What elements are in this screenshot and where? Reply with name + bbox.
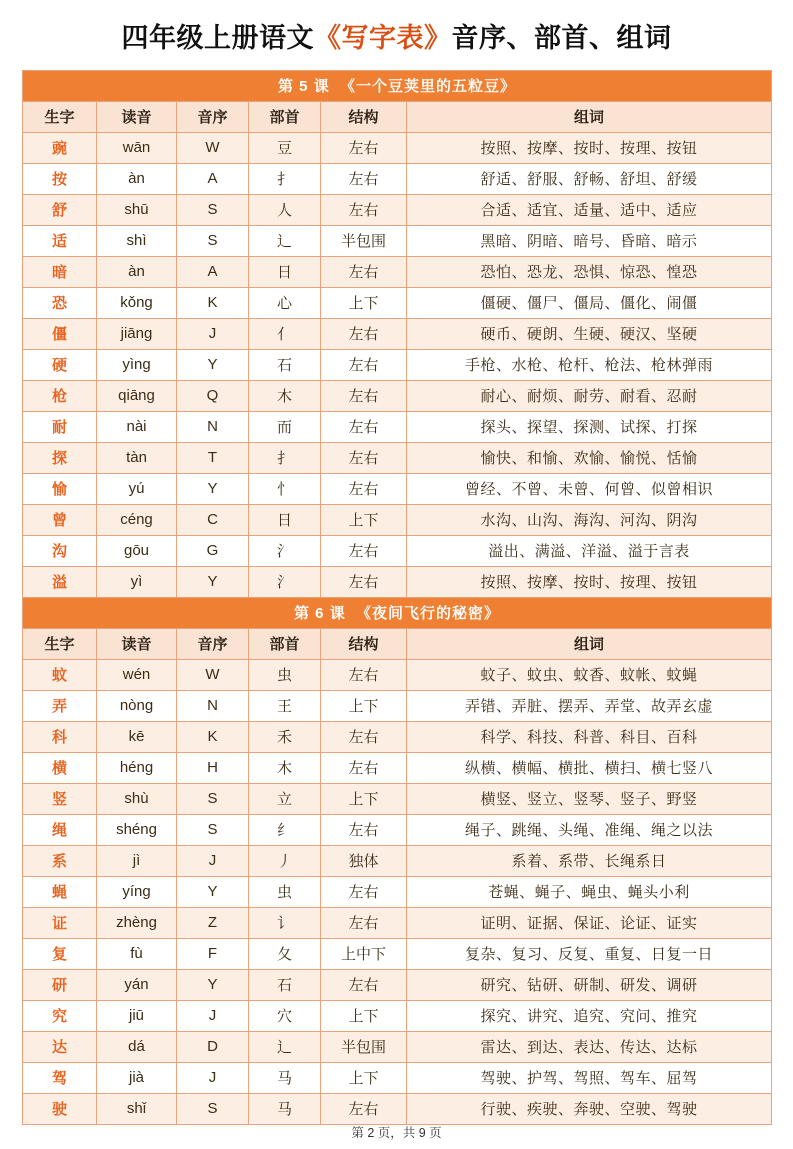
- lesson-header-cell: [23, 597, 772, 628]
- cell-zuci: 绳子、跳绳、头绳、准绳、绳之以法: [407, 814, 772, 845]
- cell-shengzi: 竖: [23, 783, 97, 814]
- column-header-shengzi: 生字: [23, 101, 97, 132]
- cell-jiegou: 左右: [321, 566, 407, 597]
- column-header-yinxu: 音序: [177, 628, 249, 659]
- cell-shengzi: 适: [23, 225, 97, 256]
- table-row: [23, 566, 772, 597]
- cell-zuci: 恐怕、恐龙、恐惧、惊恐、惶恐: [407, 256, 772, 287]
- cell-yinxu: N: [177, 690, 249, 721]
- table-row: [23, 318, 772, 349]
- cell-yinxu: Y: [177, 566, 249, 597]
- cell-zuci: 复杂、复习、反复、重复、日复一日: [407, 938, 772, 969]
- cell-duyin: tàn: [97, 442, 177, 473]
- cell-duyin: nòng: [97, 690, 177, 721]
- table-row: [23, 442, 772, 473]
- cell-bushou: 虫: [249, 659, 321, 690]
- cell-yinxu: N: [177, 411, 249, 442]
- cell-yinxu: W: [177, 132, 249, 163]
- cell-duyin: jiāng: [97, 318, 177, 349]
- cell-shengzi: 耐: [23, 411, 97, 442]
- cell-jiegou: 上下: [321, 1000, 407, 1031]
- cell-zuci: 曾经、不曾、未曾、何曾、似曾相识: [407, 473, 772, 504]
- cell-jiegou: 半包围: [321, 1031, 407, 1062]
- column-header-duyin: 读音: [97, 628, 177, 659]
- cell-bushou: 石: [249, 349, 321, 380]
- cell-jiegou: 左右: [321, 194, 407, 225]
- cell-jiegou: 左右: [321, 411, 407, 442]
- cell-zuci: 溢出、满溢、洋溢、溢于言表: [407, 535, 772, 566]
- table-row: [23, 287, 772, 318]
- column-header-yinxu: 音序: [177, 101, 249, 132]
- cell-duyin: shū: [97, 194, 177, 225]
- table-row: [23, 1031, 772, 1062]
- cell-duyin: yán: [97, 969, 177, 1000]
- cell-jiegou: 左右: [321, 752, 407, 783]
- cell-yinxu: G: [177, 535, 249, 566]
- cell-duyin: jì: [97, 845, 177, 876]
- cell-yinxu: S: [177, 1093, 249, 1124]
- cell-zuci: 按照、按摩、按时、按理、按钮: [407, 132, 772, 163]
- cell-jiegou: 上中下: [321, 938, 407, 969]
- cell-duyin: yìng: [97, 349, 177, 380]
- cell-duyin: fù: [97, 938, 177, 969]
- title-suffix: 音序、部首、组词: [451, 23, 672, 53]
- cell-bushou: 心: [249, 287, 321, 318]
- table-row: [23, 163, 772, 194]
- table-row: [23, 814, 772, 845]
- cell-zuci: 硬币、硬朗、生硬、硬汉、坚硬: [407, 318, 772, 349]
- cell-duyin: héng: [97, 752, 177, 783]
- cell-yinxu: T: [177, 442, 249, 473]
- cell-bushou: 忄: [249, 473, 321, 504]
- cell-shengzi: 驾: [23, 1062, 97, 1093]
- table-row: [23, 194, 772, 225]
- cell-duyin: nài: [97, 411, 177, 442]
- cell-yinxu: Y: [177, 876, 249, 907]
- cell-yinxu: Y: [177, 969, 249, 1000]
- cell-yinxu: Y: [177, 473, 249, 504]
- table-row: [23, 132, 772, 163]
- column-header-zuci: 组词: [407, 628, 772, 659]
- cell-zuci: 苍蝇、蝇子、蝇虫、蝇头小利: [407, 876, 772, 907]
- table-row: [23, 535, 772, 566]
- cell-jiegou: 左右: [321, 349, 407, 380]
- cell-shengzi: 舒: [23, 194, 97, 225]
- cell-yinxu: S: [177, 814, 249, 845]
- cell-shengzi: 按: [23, 163, 97, 194]
- cell-shengzi: 复: [23, 938, 97, 969]
- cell-duyin: jià: [97, 1062, 177, 1093]
- cell-yinxu: Z: [177, 907, 249, 938]
- column-header-jiegou: 结构: [321, 628, 407, 659]
- cell-bushou: 夂: [249, 938, 321, 969]
- title-accent: 《写字表》: [314, 23, 452, 53]
- page-title: [22, 22, 771, 56]
- table-row: [23, 256, 772, 287]
- cell-yinxu: S: [177, 194, 249, 225]
- cell-shengzi: 蝇: [23, 876, 97, 907]
- table-row: [23, 907, 772, 938]
- cell-jiegou: 左右: [321, 380, 407, 411]
- cell-yinxu: S: [177, 783, 249, 814]
- cell-shengzi: 曾: [23, 504, 97, 535]
- cell-bushou: 王: [249, 690, 321, 721]
- title-prefix: 四年级上册语文: [121, 23, 314, 53]
- cell-shengzi: 溢: [23, 566, 97, 597]
- cell-zuci: 驾驶、护驾、驾照、驾车、屈驾: [407, 1062, 772, 1093]
- cell-jiegou: 上下: [321, 504, 407, 535]
- cell-yinxu: J: [177, 1000, 249, 1031]
- cell-zuci: 按照、按摩、按时、按理、按钮: [407, 566, 772, 597]
- cell-bushou: 木: [249, 752, 321, 783]
- cell-shengzi: 达: [23, 1031, 97, 1062]
- cell-shengzi: 沟: [23, 535, 97, 566]
- table-row: [23, 504, 772, 535]
- cell-jiegou: 左右: [321, 659, 407, 690]
- cell-jiegou: 上下: [321, 287, 407, 318]
- cell-jiegou: 左右: [321, 969, 407, 1000]
- cell-duyin: shì: [97, 225, 177, 256]
- cell-jiegou: 独体: [321, 845, 407, 876]
- cell-zuci: 纵横、横幅、横批、横扫、横七竖八: [407, 752, 772, 783]
- cell-jiegou: 上下: [321, 783, 407, 814]
- lesson-title: 《夜间飞行的秘密》: [356, 605, 501, 623]
- lesson-header-row: [23, 70, 772, 101]
- cell-jiegou: 左右: [321, 907, 407, 938]
- cell-bushou: 人: [249, 194, 321, 225]
- lesson-title: 《一个豆荚里的五粒豆》: [340, 78, 517, 96]
- cell-jiegou: 上下: [321, 690, 407, 721]
- cell-bushou: 马: [249, 1093, 321, 1124]
- cell-duyin: kǒng: [97, 287, 177, 318]
- cell-shengzi: 恐: [23, 287, 97, 318]
- cell-duyin: shǐ: [97, 1093, 177, 1124]
- table-body: [23, 70, 772, 1124]
- cell-duyin: kē: [97, 721, 177, 752]
- lesson-number: 第 6 课: [294, 605, 346, 623]
- cell-bushou: 木: [249, 380, 321, 411]
- column-header-row: [23, 101, 772, 132]
- cell-bushou: 禾: [249, 721, 321, 752]
- cell-shengzi: 探: [23, 442, 97, 473]
- cell-duyin: shéng: [97, 814, 177, 845]
- cell-bushou: 辶: [249, 1031, 321, 1062]
- cell-duyin: yú: [97, 473, 177, 504]
- cell-jiegou: 左右: [321, 318, 407, 349]
- cell-duyin: céng: [97, 504, 177, 535]
- column-header-bushou: 部首: [249, 101, 321, 132]
- cell-zuci: 蚊子、蚊虫、蚊香、蚊帐、蚊蝇: [407, 659, 772, 690]
- cell-zuci: 愉快、和愉、欢愉、愉悦、恬愉: [407, 442, 772, 473]
- cell-jiegou: 左右: [321, 442, 407, 473]
- cell-bushou: 讠: [249, 907, 321, 938]
- cell-zuci: 水沟、山沟、海沟、河沟、阴沟: [407, 504, 772, 535]
- cell-jiegou: 左右: [321, 535, 407, 566]
- cell-bushou: 氵: [249, 566, 321, 597]
- cell-yinxu: K: [177, 721, 249, 752]
- cell-zuci: 合适、适宜、适量、适中、适应: [407, 194, 772, 225]
- cell-zuci: 黑暗、阴暗、暗号、昏暗、暗示: [407, 225, 772, 256]
- table-row: [23, 938, 772, 969]
- cell-bushou: 扌: [249, 442, 321, 473]
- cell-bushou: 纟: [249, 814, 321, 845]
- cell-shengzi: 弄: [23, 690, 97, 721]
- cell-duyin: yíng: [97, 876, 177, 907]
- cell-zuci: 科学、科技、科普、科目、百科: [407, 721, 772, 752]
- cell-shengzi: 暗: [23, 256, 97, 287]
- cell-jiegou: 左右: [321, 721, 407, 752]
- table-row: [23, 349, 772, 380]
- cell-shengzi: 僵: [23, 318, 97, 349]
- cell-duyin: àn: [97, 256, 177, 287]
- cell-yinxu: Q: [177, 380, 249, 411]
- cell-zuci: 舒适、舒服、舒畅、舒坦、舒缓: [407, 163, 772, 194]
- cell-shengzi: 蚊: [23, 659, 97, 690]
- cell-yinxu: S: [177, 225, 249, 256]
- cell-shengzi: 驶: [23, 1093, 97, 1124]
- table-row: [23, 1062, 772, 1093]
- cell-yinxu: J: [177, 1062, 249, 1093]
- cell-bushou: 亻: [249, 318, 321, 349]
- table-row: [23, 783, 772, 814]
- cell-jiegou: 左右: [321, 473, 407, 504]
- table-row: [23, 473, 772, 504]
- column-header-shengzi: 生字: [23, 628, 97, 659]
- cell-bushou: 丿: [249, 845, 321, 876]
- table-row: [23, 225, 772, 256]
- cell-zuci: 探究、讲究、追究、究问、推究: [407, 1000, 772, 1031]
- cell-zuci: 僵硬、僵尸、僵局、僵化、闹僵: [407, 287, 772, 318]
- lesson-header-cell: [23, 70, 772, 101]
- table-row: [23, 721, 772, 752]
- cell-duyin: wén: [97, 659, 177, 690]
- cell-zuci: 研究、钻研、研制、研发、调研: [407, 969, 772, 1000]
- cell-bushou: 虫: [249, 876, 321, 907]
- cell-jiegou: 上下: [321, 1062, 407, 1093]
- cell-shengzi: 豌: [23, 132, 97, 163]
- table-row: [23, 752, 772, 783]
- cell-yinxu: K: [177, 287, 249, 318]
- lesson-header-row: [23, 597, 772, 628]
- cell-jiegou: 左右: [321, 163, 407, 194]
- cell-shengzi: 绳: [23, 814, 97, 845]
- table-row: [23, 876, 772, 907]
- cell-zuci: 证明、证据、保证、论证、证实: [407, 907, 772, 938]
- table-row: [23, 690, 772, 721]
- cell-yinxu: A: [177, 163, 249, 194]
- cell-bushou: 氵: [249, 535, 321, 566]
- column-header-jiegou: 结构: [321, 101, 407, 132]
- table-row: [23, 1093, 772, 1124]
- page-footer: 第 2 页，共 9 页: [351, 1126, 442, 1140]
- cell-jiegou: 左右: [321, 256, 407, 287]
- cell-bushou: 扌: [249, 163, 321, 194]
- cell-yinxu: W: [177, 659, 249, 690]
- cell-zuci: 雷达、到达、表达、传达、达标: [407, 1031, 772, 1062]
- table-row: [23, 969, 772, 1000]
- cell-duyin: zhèng: [97, 907, 177, 938]
- table-row: [23, 1000, 772, 1031]
- cell-bushou: 而: [249, 411, 321, 442]
- table-row: [23, 411, 772, 442]
- cell-yinxu: D: [177, 1031, 249, 1062]
- cell-yinxu: J: [177, 845, 249, 876]
- cell-duyin: wān: [97, 132, 177, 163]
- cell-jiegou: 半包围: [321, 225, 407, 256]
- cell-bushou: 马: [249, 1062, 321, 1093]
- cell-zuci: 探头、探望、探测、试探、打探: [407, 411, 772, 442]
- cell-shengzi: 研: [23, 969, 97, 1000]
- cell-jiegou: 左右: [321, 1093, 407, 1124]
- cell-zuci: 系着、系带、长绳系日: [407, 845, 772, 876]
- cell-shengzi: 横: [23, 752, 97, 783]
- cell-duyin: àn: [97, 163, 177, 194]
- cell-yinxu: Y: [177, 349, 249, 380]
- lesson-number: 第 5 课: [278, 78, 330, 96]
- cell-jiegou: 左右: [321, 876, 407, 907]
- cell-zuci: 弄错、弄脏、摆弄、弄堂、故弄玄虚: [407, 690, 772, 721]
- cell-duyin: dá: [97, 1031, 177, 1062]
- cell-jiegou: 左右: [321, 132, 407, 163]
- column-header-duyin: 读音: [97, 101, 177, 132]
- cell-shengzi: 科: [23, 721, 97, 752]
- cell-bushou: 石: [249, 969, 321, 1000]
- table-row: [23, 380, 772, 411]
- cell-duyin: shù: [97, 783, 177, 814]
- cell-zuci: 横竖、竖立、竖琴、竖子、野竖: [407, 783, 772, 814]
- character-table: [22, 70, 772, 1125]
- cell-duyin: yì: [97, 566, 177, 597]
- cell-bushou: 豆: [249, 132, 321, 163]
- cell-yinxu: A: [177, 256, 249, 287]
- cell-bushou: 日: [249, 504, 321, 535]
- table-row: [23, 845, 772, 876]
- cell-jiegou: 左右: [321, 814, 407, 845]
- cell-yinxu: H: [177, 752, 249, 783]
- cell-zuci: 行驶、疾驶、奔驶、空驶、驾驶: [407, 1093, 772, 1124]
- cell-yinxu: C: [177, 504, 249, 535]
- cell-zuci: 手枪、水枪、枪杆、枪法、枪林弹雨: [407, 349, 772, 380]
- cell-yinxu: J: [177, 318, 249, 349]
- cell-shengzi: 系: [23, 845, 97, 876]
- cell-duyin: qiāng: [97, 380, 177, 411]
- cell-shengzi: 愉: [23, 473, 97, 504]
- cell-bushou: 穴: [249, 1000, 321, 1031]
- cell-bushou: 立: [249, 783, 321, 814]
- cell-shengzi: 硬: [23, 349, 97, 380]
- column-header-bushou: 部首: [249, 628, 321, 659]
- cell-duyin: gōu: [97, 535, 177, 566]
- column-header-zuci: 组词: [407, 101, 772, 132]
- cell-zuci: 耐心、耐烦、耐劳、耐看、忍耐: [407, 380, 772, 411]
- cell-shengzi: 证: [23, 907, 97, 938]
- table-row: [23, 659, 772, 690]
- column-header-row: [23, 628, 772, 659]
- cell-bushou: 辶: [249, 225, 321, 256]
- cell-shengzi: 枪: [23, 380, 97, 411]
- cell-yinxu: F: [177, 938, 249, 969]
- cell-duyin: jiū: [97, 1000, 177, 1031]
- cell-shengzi: 究: [23, 1000, 97, 1031]
- cell-bushou: 日: [249, 256, 321, 287]
